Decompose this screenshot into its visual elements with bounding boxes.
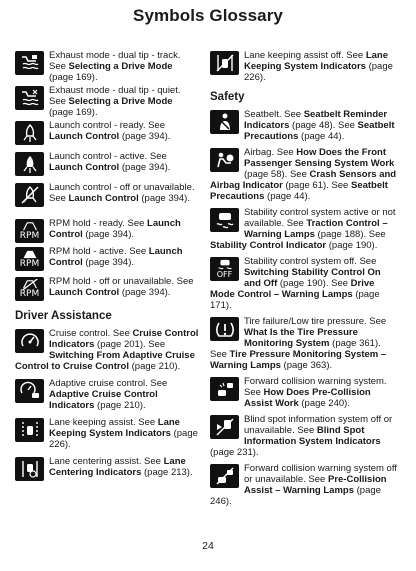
cross-reference-link[interactable]: Adaptive Cruise Control Indicators (49, 389, 158, 411)
stability-control-icon (210, 208, 239, 232)
cross-reference-link[interactable]: Selecting a Drive Mode (68, 96, 173, 107)
glossary-entry: OFF Stability control system off. See Switching Stability Control On and Off (page 190). See Drive Mode Control – Warning Lamps (page 171). (210, 256, 381, 311)
cross-reference-link[interactable]: Pre-Collision Assist – Warning Lamps (244, 474, 387, 496)
glossary-entry: Forward collision warning system. See How Does Pre-Collision Assist Work (page 240). (210, 376, 400, 409)
cross-reference-link[interactable]: Seatbelt Reminder Indicators (244, 109, 388, 131)
glossary-entry: Tire failure/Low tire pressure. See What Is the Tire Pressure Monitoring System (page 361). See Tire Pressure Monitoring System – Warning Lamps (page 363). (210, 316, 387, 371)
glossary-entry: Launch control - off or unavailable. See Launch Control (page 394). (15, 182, 199, 218)
glossary-entry: Lane keeping assist off. See Lane Keeping System Indicators (page 226). (210, 50, 400, 83)
exhaust-quiet-icon (15, 86, 44, 110)
glossary-entry: RPM RPM hold - off or unavailable. See Launch Control (page 394). (15, 276, 199, 306)
glossary-entry: Launch control - active. See Launch Control (page 394). (15, 151, 199, 182)
forward-collision-off-icon (210, 464, 239, 488)
blind-spot-off-icon (210, 415, 239, 439)
cruise-control-icon (15, 329, 44, 353)
left-column (15, 50, 199, 482)
cross-reference-link[interactable]: Launch Control (49, 218, 181, 240)
glossary-entry: Exhaust mode - dual tip - track. See Selecting a Drive Mode (page 169). (15, 50, 199, 85)
forward-collision-icon (210, 377, 239, 401)
glossary-entry: Cruise control. See Cruise Control Indicators (page 201). See Switching From Adaptive Cruise Control to Cruise Control (page 210). (15, 328, 199, 372)
glossary-entry: RPM RPM hold - ready. See Launch Control (page 394). (15, 218, 199, 246)
glossary-entry: Seatbelt. See Seatbelt Reminder Indicators (page 48). See Seatbelt Precautions (page 44). (210, 109, 400, 142)
rpm-hold-ready-icon: RPM (15, 219, 44, 243)
adaptive-cruise-icon (15, 379, 44, 403)
lane-keeping-icon (15, 418, 44, 442)
glossary-entry: Blind spot information system off or unavailable. See Blind Spot Information System Indicators (page 231). (210, 414, 393, 458)
glossary-entry: Lane centering assist. See Lane Centering Indicators (page 213). (15, 456, 199, 482)
cross-reference-link[interactable]: Launch Control (49, 246, 183, 268)
page-number: 24 (202, 540, 214, 552)
glossary-entry: Exhaust mode - dual tip - quiet. See Selecting a Drive Mode (page 169). (15, 85, 199, 120)
launch-ready-icon (15, 121, 44, 145)
cross-reference-link[interactable]: Launch Control (49, 287, 120, 298)
cross-reference-link[interactable]: Switching Stability Control On and Off (244, 267, 381, 289)
cross-reference-link[interactable]: Cruise Control Indicators (49, 328, 199, 350)
cross-reference-link[interactable]: Selecting a Drive Mode (68, 61, 173, 72)
page-title: Symbols Glossary (133, 6, 283, 25)
section-heading-safety: Safety (210, 91, 245, 103)
cross-reference-link[interactable]: Tire Pressure Monitoring System – Warning Lamps (210, 349, 387, 371)
tire-pressure-icon (210, 317, 239, 341)
cross-reference-link[interactable]: Lane Keeping System Indicators (244, 50, 389, 72)
airbag-icon (210, 148, 239, 172)
launch-active-icon (15, 152, 44, 176)
cross-reference-link[interactable]: Crash Sensors and Airbag Indicator (210, 169, 397, 191)
glossary-entry: Lane keeping assist. See Lane Keeping System Indicators (page 226). (15, 417, 199, 450)
cross-reference-link[interactable]: Lane Keeping System Indicators (49, 417, 180, 439)
glossary-entry: Launch control - ready. See Launch Control (page 394). (15, 120, 199, 151)
cross-reference-link[interactable]: Launch Control (68, 193, 139, 204)
cross-reference-link[interactable]: How Does the Front Passenger Sensing System Work (244, 147, 395, 169)
cross-reference-link[interactable]: What Is the Tire Pressure Monitoring System (244, 327, 358, 349)
lane-keeping-off-icon (210, 51, 239, 75)
rpm-hold-off-icon: RPM (15, 277, 44, 301)
glossary-entry: Airbag. See How Does the Front Passenger Sensing System Work (page 58). See Crash Sensors and Airbag Indicator (page 61). See Seatbelt Precautions (page 44). (210, 147, 397, 202)
cross-reference-link[interactable]: Stability Control Indicator (210, 240, 327, 251)
cross-reference-link[interactable]: How Does Pre-Collision Assist Work (244, 387, 371, 409)
cross-reference-link[interactable]: Drive Mode Control – Warning Lamps (210, 278, 375, 300)
cross-reference-link[interactable]: Launch Control (49, 131, 120, 142)
right-column (210, 50, 400, 507)
glossary-entry: Forward collision warning system off or unavailable. See Pre-Collision Assist – Warning Lamps (page 246). (210, 463, 397, 507)
section-heading-driver-assistance: Driver Assistance (15, 310, 112, 322)
launch-off-icon (15, 183, 44, 207)
glossary-entry: Adaptive cruise control. See Adaptive Cruise Control Indicators (page 210). (15, 378, 199, 411)
cross-reference-link[interactable]: Lane Centering Indicators (49, 456, 186, 478)
seatbelt-icon (210, 110, 239, 134)
glossary-entry: Stability control system active or not available. See Traction Control – Warning Lamps (page 188). See Stability Control Indicator (page 190). (210, 207, 396, 251)
rpm-hold-active-icon: RPM (15, 247, 44, 271)
glossary-entry: RPM RPM hold - active. See Launch Control (page 394). (15, 246, 199, 276)
cross-reference-link[interactable]: Switching From Adaptive Cruise Control to Cruise Control (15, 350, 195, 372)
stability-off-icon: OFF (210, 257, 239, 281)
cross-reference-link[interactable]: Blind Spot Information System Indicators (244, 425, 381, 447)
cross-reference-link[interactable]: Traction Control – Warning Lamps (244, 218, 388, 240)
cross-reference-link[interactable]: Seatbelt Precautions (210, 180, 388, 202)
cross-reference-link[interactable]: Seatbelt Precautions (244, 120, 395, 142)
cross-reference-link[interactable]: Launch Control (49, 162, 120, 173)
lane-centering-icon (15, 457, 44, 481)
exhaust-track-icon (15, 51, 44, 75)
